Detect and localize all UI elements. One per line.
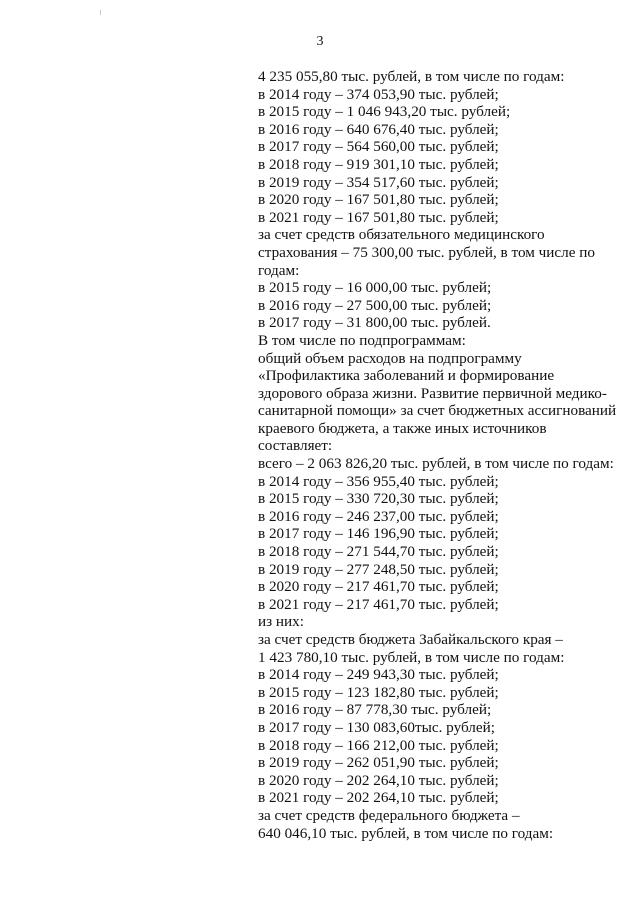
- text-line: в 2018 году – 271 544,70 тыс. рублей;: [258, 543, 499, 561]
- text-line: в 2016 году – 87 778,30 тыс. рублей;: [258, 701, 492, 719]
- text-line: в 2019 году – 354 517,60 тыс. рублей;: [258, 173, 499, 191]
- text-line: в 2017 году – 31 800,00 тыс. рублей.: [258, 314, 491, 332]
- text-line: в 2016 году – 640 676,40 тыс. рублей;: [258, 120, 499, 138]
- page-number: 3: [316, 34, 324, 49]
- text-line: в 2015 году – 16 000,00 тыс. рублей;: [258, 279, 492, 297]
- text-line: в 2020 году – 202 264,10 тыс. рублей;: [258, 771, 499, 789]
- text-line: в 2019 году – 262 051,90 тыс. рублей;: [258, 754, 499, 772]
- text-line: В том числе по подпрограммам:: [258, 331, 466, 349]
- text-line: в 2021 году – 167 501,80 тыс. рублей;: [258, 208, 499, 226]
- text-line: за счет средств федерального бюджета –: [258, 806, 520, 824]
- text-line: в 2016 году – 246 237,00 тыс. рублей;: [258, 507, 499, 525]
- text-line: в 2017 году – 564 560,00 тыс. рублей;: [258, 138, 499, 156]
- text-line: за счет средств обязательного медицинского: [258, 226, 545, 244]
- text-line: в 2015 году – 1 046 943,20 тыс. рублей;: [258, 103, 511, 121]
- text-line: в 2015 году – 123 182,80 тыс. рублей;: [258, 683, 499, 701]
- text-line: в 2015 году – 330 720,30 тыс. рублей;: [258, 490, 499, 508]
- text-line: в 2021 году – 202 264,10 тыс. рублей;: [258, 789, 499, 807]
- text-line: годам:: [258, 261, 300, 279]
- text-line: в 2019 году – 277 248,50 тыс. рублей;: [258, 560, 499, 578]
- text-line: страхования – 75 300,00 тыс. рублей, в том числе по: [258, 243, 596, 261]
- text-line: в 2020 году – 217 461,70 тыс. рублей;: [258, 578, 499, 596]
- text-line: санитарной помощи» за счет бюджетных ассигнований: [258, 402, 617, 420]
- text-line: в 2017 году – 146 196,90 тыс. рублей;: [258, 525, 499, 543]
- text-line: в 2021 году – 217 461,70 тыс. рублей;: [258, 595, 499, 613]
- text-line: в 2016 году – 27 500,00 тыс. рублей;: [258, 296, 492, 314]
- text-line: краевого бюджета, а также иных источников: [258, 419, 547, 437]
- text-line: составляет:: [258, 437, 333, 455]
- text-line: в 2014 году – 249 943,30 тыс. рублей;: [258, 666, 499, 684]
- text-line: в 2017 году – 130 083,60тыс. рублей;: [258, 718, 495, 736]
- text-line: общий объем расходов на подпрограмму: [258, 349, 522, 367]
- text-line: всего – 2 063 826,20 тыс. рублей, в том числе по годам:: [258, 455, 614, 473]
- text-line: в 2014 году – 374 053,90 тыс. рублей;: [258, 85, 499, 103]
- text-line: 640 046,10 тыс. рублей, в том числе по годам:: [258, 824, 554, 842]
- body-text: [258, 68, 618, 842]
- text-line: в 2018 году – 166 212,00 тыс. рублей;: [258, 736, 499, 754]
- scan-artifact-mark: [100, 10, 101, 15]
- text-line: в 2018 году – 919 301,10 тыс. рублей;: [258, 155, 499, 173]
- text-line: «Профилактика заболеваний и формирование: [258, 367, 555, 385]
- text-line: в 2014 году – 356 955,40 тыс. рублей;: [258, 472, 499, 490]
- text-line: за счет средств бюджета Забайкальского края –: [258, 631, 563, 648]
- text-line: 4 235 055,80 тыс. рублей, в том числе по годам:: [258, 68, 565, 85]
- text-line: из них:: [258, 613, 304, 631]
- text-line: здорового образа жизни. Развитие первичной медико-: [258, 384, 607, 402]
- text-line: в 2020 году – 167 501,80 тыс. рублей;: [258, 191, 499, 209]
- text-line: 1 423 780,10 тыс. рублей, в том числе по годам:: [258, 648, 565, 666]
